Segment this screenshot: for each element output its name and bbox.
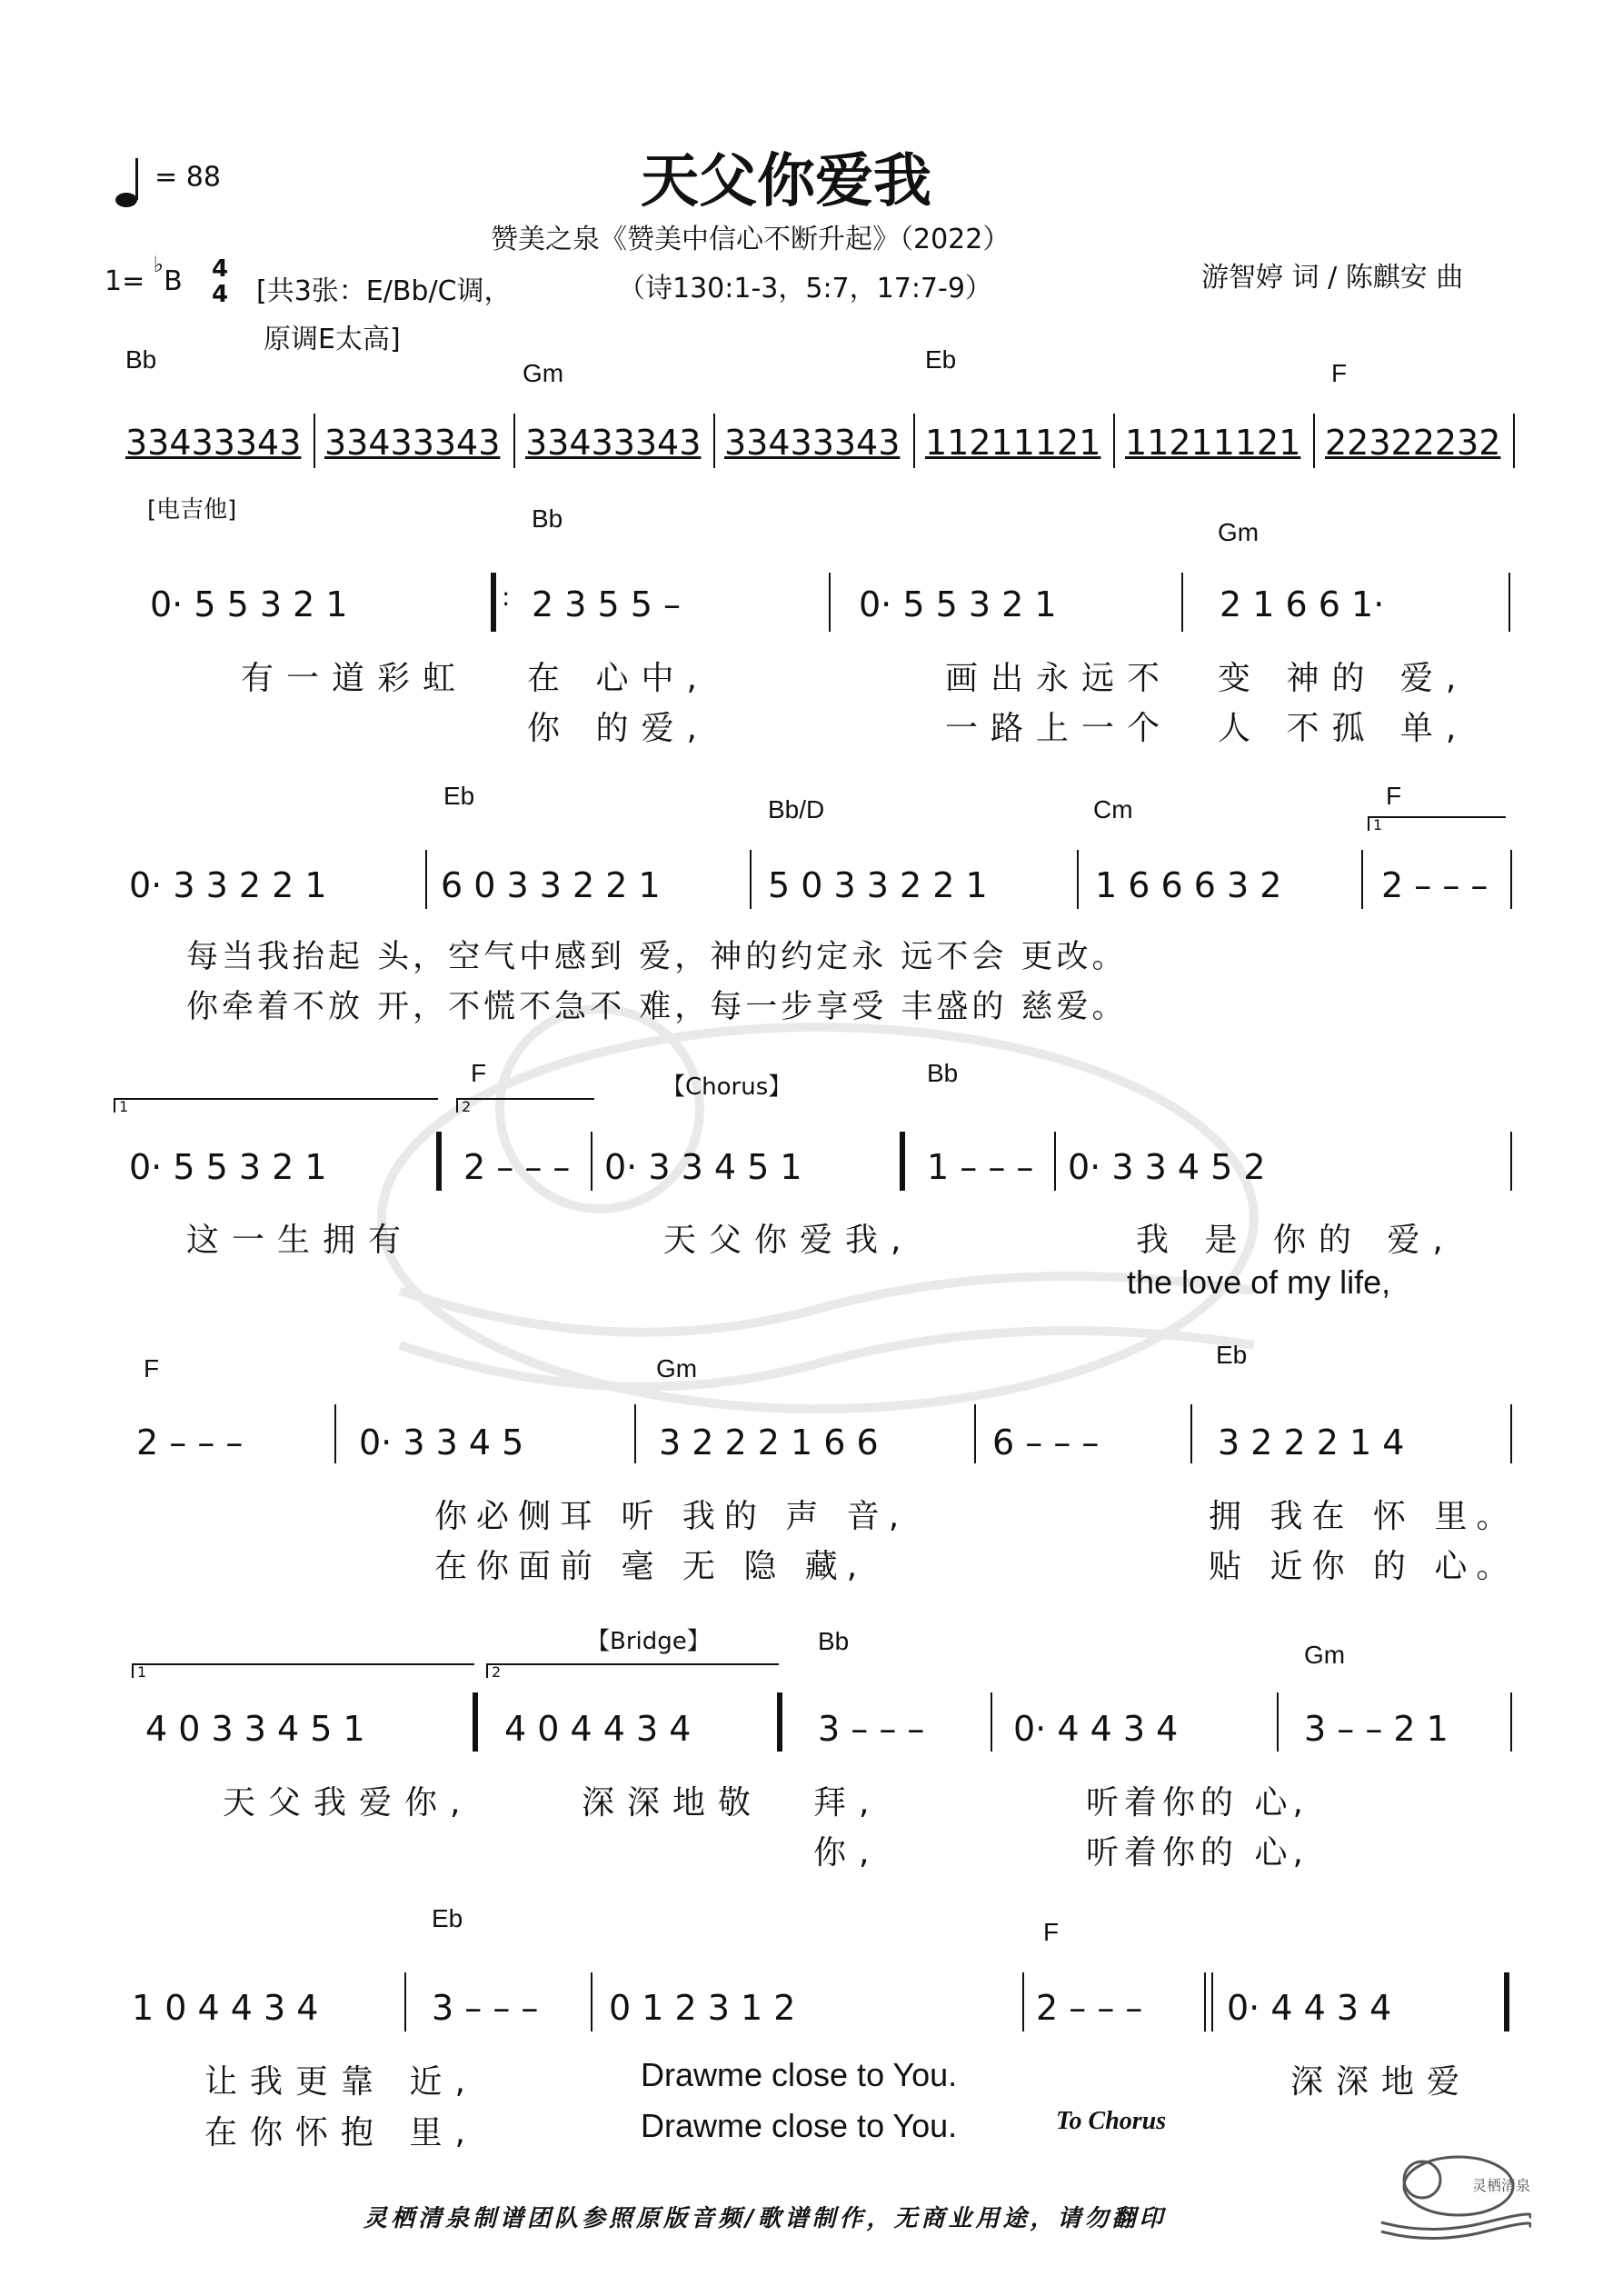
chord: Eb bbox=[432, 1904, 463, 1932]
measure: 2 – – – bbox=[463, 1147, 571, 1187]
key-note: B bbox=[164, 265, 183, 297]
measure: 33433343 bbox=[724, 423, 901, 463]
measure: 11211121 bbox=[1125, 423, 1301, 463]
measure: 4 0 4 4 3 4 bbox=[504, 1709, 692, 1749]
chord: Bb bbox=[125, 345, 157, 374]
logo-text: 灵栖清泉 bbox=[1472, 2177, 1531, 2194]
measure: 33433343 bbox=[324, 423, 501, 463]
barline bbox=[404, 1972, 406, 2031]
time-signature bbox=[212, 256, 228, 307]
volta-bracket: 1 bbox=[1368, 816, 1506, 831]
double-barline bbox=[1211, 1972, 1213, 2031]
tempo-value: = 88 bbox=[154, 161, 221, 194]
barline bbox=[1510, 1132, 1512, 1191]
lyric: 贴 近你 的 心。 bbox=[1209, 1548, 1518, 1585]
chord: Gm bbox=[656, 1354, 698, 1383]
barline bbox=[913, 414, 915, 468]
measure: 0· 5 5 3 2 1 bbox=[859, 584, 1057, 624]
measure: 0· 3 3 4 5 1 bbox=[604, 1147, 802, 1187]
barline bbox=[1361, 850, 1363, 909]
volta-bracket: 2 bbox=[486, 1663, 779, 1678]
repeat-end bbox=[436, 1132, 442, 1191]
chord: F bbox=[471, 1059, 487, 1087]
repeat-start bbox=[900, 1132, 905, 1191]
repeat-dots: : bbox=[502, 582, 511, 612]
barline bbox=[1113, 414, 1115, 468]
lyric: 你, bbox=[813, 1834, 882, 1872]
measure: 2 – – – bbox=[1381, 865, 1489, 905]
credits: 游智婷 词 / 陈麒安 曲 bbox=[1201, 262, 1464, 294]
lyric: 每当我抬起 头，空气中感到 爱，神的约定永 远不会 更改。 bbox=[186, 939, 1128, 975]
barline bbox=[1510, 1404, 1512, 1463]
chord: Bb/D bbox=[768, 795, 825, 824]
lyric-english: the love of my life, bbox=[1127, 1263, 1391, 1301]
chord: F bbox=[1043, 1918, 1060, 1946]
barline bbox=[1508, 573, 1510, 632]
barline bbox=[1510, 850, 1512, 909]
lyric: 在你怀抱 里, bbox=[204, 2114, 478, 2151]
volta-bracket: 2 bbox=[456, 1098, 594, 1113]
measure: 0· 3 3 4 5 bbox=[359, 1423, 524, 1462]
barline bbox=[1513, 414, 1515, 468]
repeat-start bbox=[491, 573, 496, 632]
time-bottom: 4 bbox=[212, 281, 229, 308]
instrument-tag: [电吉他] bbox=[147, 496, 237, 524]
measure: 2 1 6 6 1· bbox=[1220, 584, 1385, 624]
double-barline bbox=[1204, 1972, 1206, 2031]
barline bbox=[591, 1972, 592, 2031]
measure: 6 – – – bbox=[992, 1423, 1100, 1462]
lyric-english: Drawme close to You. bbox=[641, 2056, 958, 2093]
lyric: 变 神的 爱, bbox=[1218, 660, 1469, 697]
barline bbox=[1181, 573, 1183, 632]
album-subtitle: 赞美之泉《赞美中信心不断升起》（2022） bbox=[491, 224, 1011, 255]
measure: 4 0 3 3 4 5 1 bbox=[145, 1709, 365, 1749]
quarter-note-icon bbox=[114, 155, 150, 209]
measure: 3 – – 2 1 bbox=[1304, 1709, 1449, 1749]
measure: 2 – – – bbox=[1036, 1988, 1143, 2028]
measure: 0· 4 4 3 4 bbox=[1013, 1709, 1179, 1749]
chord: Eb bbox=[925, 345, 957, 374]
barline bbox=[1510, 1692, 1512, 1752]
measure: 1 0 4 4 3 4 bbox=[132, 1988, 319, 2028]
footer-note: 灵栖清泉制谱团队参照原版音频/歌谱制作，无商业用途，请勿翻印 bbox=[363, 2205, 1167, 2232]
measure: 3 2 2 2 1 4 bbox=[1218, 1423, 1405, 1462]
chord: F bbox=[1331, 359, 1348, 387]
lyric: 深深地爱 bbox=[1290, 2063, 1473, 2101]
chord: Eb bbox=[443, 782, 475, 810]
lyric: 一路上一个 bbox=[945, 710, 1173, 747]
chord: Gm bbox=[1218, 518, 1260, 546]
time-top: 4 bbox=[212, 255, 229, 283]
lamb-logo-icon bbox=[1377, 2136, 1531, 2245]
chord: Cm bbox=[1093, 795, 1133, 824]
barline bbox=[634, 1404, 636, 1463]
measure: 6 0 3 3 2 2 1 bbox=[441, 865, 661, 905]
measure: 33433343 bbox=[525, 423, 702, 463]
lyric: 你牵着不放 开，不慌不急不 难，每一步享受 丰盛的 慈爱。 bbox=[186, 989, 1128, 1025]
volta-bracket: 1 bbox=[132, 1663, 474, 1678]
measure: 11211121 bbox=[925, 423, 1101, 463]
tempo-mark bbox=[114, 155, 221, 209]
lyric: 在你面前 毫 无 隐 藏, bbox=[434, 1548, 867, 1585]
measure: 0· 5 5 3 2 1 bbox=[129, 1147, 327, 1187]
lyric: 你 的爱, bbox=[527, 710, 710, 747]
lyric-english: Drawme close to You. bbox=[641, 2107, 958, 2144]
chord: Bb bbox=[818, 1627, 850, 1655]
measure: 3 2 2 2 1 6 6 bbox=[659, 1423, 879, 1462]
key-note-line2: 原调E太高] bbox=[264, 324, 401, 355]
barline bbox=[750, 850, 752, 909]
flat-sign: ♭ bbox=[153, 252, 164, 277]
chord: Bb bbox=[927, 1059, 959, 1087]
chord: F bbox=[1386, 782, 1402, 810]
chord: F bbox=[144, 1354, 160, 1383]
lyric: 人 不孤 单, bbox=[1218, 710, 1469, 747]
lyric: 画出永远不 bbox=[945, 660, 1173, 697]
key-note-line1: [共3张：E/Bb/C调， bbox=[256, 275, 512, 307]
barline bbox=[713, 414, 715, 468]
key-prefix: 1= bbox=[105, 265, 145, 297]
measure: 0· 5 5 3 2 1 bbox=[150, 584, 348, 624]
lyric: 拥 我在 怀 里。 bbox=[1209, 1498, 1518, 1535]
measure: 1 6 6 6 3 2 bbox=[1095, 865, 1282, 905]
chord: Gm bbox=[1304, 1641, 1346, 1669]
measure: 3 – – – bbox=[818, 1709, 925, 1749]
measure: 0· 3 3 2 2 1 bbox=[129, 865, 327, 905]
measure: 0 1 2 3 1 2 bbox=[609, 1988, 796, 2028]
lyric: 有一道彩虹 bbox=[241, 660, 469, 697]
barline bbox=[591, 1132, 592, 1191]
barline bbox=[1277, 1692, 1279, 1752]
measure: 33433343 bbox=[125, 423, 302, 463]
barline bbox=[1313, 414, 1315, 468]
measure: 22322232 bbox=[1325, 423, 1501, 463]
lyric: 这一生拥有 bbox=[186, 1222, 414, 1259]
chord: Bb bbox=[532, 504, 563, 533]
to-chorus-label: To Chorus bbox=[1056, 2107, 1167, 2135]
measure: 1 – – – bbox=[927, 1147, 1034, 1187]
barline bbox=[991, 1692, 992, 1752]
measure: 2 – – – bbox=[136, 1423, 244, 1462]
song-title: 天父你爱我 bbox=[641, 148, 931, 215]
lyric: 天父我爱你, bbox=[223, 1784, 473, 1822]
lyric: 你必侧耳 听 我的 声 音, bbox=[434, 1498, 909, 1535]
section-tag-chorus: 【Chorus】 bbox=[662, 1073, 792, 1101]
barline bbox=[1077, 850, 1079, 909]
scripture-ref: （诗130:1-3，5:7，17:7-9） bbox=[618, 273, 992, 304]
barline bbox=[1190, 1404, 1192, 1463]
repeat-start bbox=[777, 1692, 782, 1752]
key-signature bbox=[105, 252, 183, 297]
measure: 0· 4 4 3 4 bbox=[1227, 1988, 1392, 2028]
barline bbox=[1054, 1132, 1056, 1191]
measure: 0· 3 3 4 5 2 bbox=[1068, 1147, 1266, 1187]
repeat-end bbox=[473, 1692, 478, 1752]
barline bbox=[425, 850, 427, 909]
lyric: 在 心中, bbox=[527, 660, 710, 697]
lyric: 天父你爱我, bbox=[663, 1222, 914, 1259]
chord: Gm bbox=[523, 359, 564, 387]
barline bbox=[974, 1404, 976, 1463]
barline bbox=[314, 414, 315, 468]
measure: 3 – – – bbox=[432, 1988, 539, 2028]
barline bbox=[513, 414, 515, 468]
lyric: 深深地敬 bbox=[582, 1784, 764, 1822]
chord: Eb bbox=[1216, 1341, 1248, 1369]
section-tag-bridge: 【Bridge】 bbox=[586, 1628, 711, 1655]
measure: 2 3 5 5 – bbox=[532, 584, 682, 624]
barline bbox=[829, 573, 831, 632]
lyric: 听着你的 心, bbox=[1086, 1784, 1309, 1822]
lyric: 让我更靠 近, bbox=[204, 2063, 478, 2101]
lyric: 拜, bbox=[813, 1784, 882, 1822]
measure: 5 0 3 3 2 2 1 bbox=[768, 865, 988, 905]
barline bbox=[1022, 1972, 1024, 2031]
volta-bracket: 1 bbox=[114, 1098, 438, 1113]
repeat-end bbox=[1504, 1972, 1509, 2031]
barline bbox=[334, 1404, 336, 1463]
lyric: 我 是 你的 爱, bbox=[1136, 1222, 1456, 1259]
lyric: 听着你的 心, bbox=[1086, 1834, 1309, 1872]
